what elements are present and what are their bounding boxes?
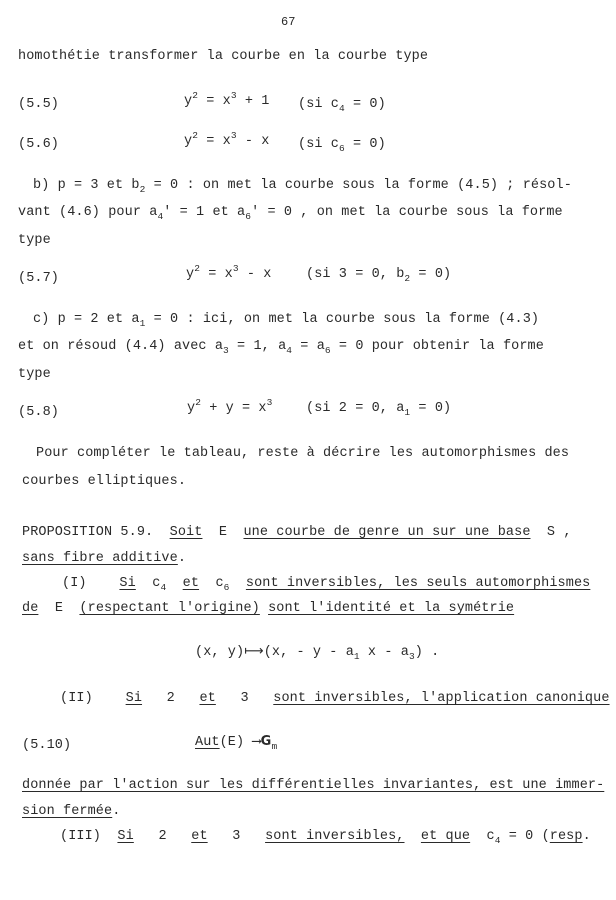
eq-5-7-body: $y^2 = x^3 - x$	[186, 263, 272, 282]
eq-5-10-body: Aut(E) $⟶G_m$	[195, 734, 278, 752]
proposition-item-2-cont-2: sion fermée.	[22, 804, 121, 819]
eq-5-8-condition: (si 2 = 0, $a_1 = 0$)	[306, 401, 452, 418]
proposition-line-1: PROPOSITION 5.9. Soit E une courbe de genre un sur une base S ,	[22, 525, 572, 540]
eq-5-6-condition: (si $c_6 = 0$)	[298, 137, 386, 154]
para-c-line-3: type	[18, 367, 51, 382]
proposition-item-2-cont-1: donnée par l'action sur les différentielles invariantes, est une immer-	[22, 778, 605, 793]
para-b-line-2: vant (4.6) pour $a_4' = 1$ et $a_6' = 0$ , on met la courbe sous la forme	[18, 205, 563, 222]
proposition-line-2: sans fibre additive.	[22, 551, 187, 566]
para-c-line-1: c) p = 2 et $a_1 = 0$ : ici, on met la courbe sous la forme (4.3)	[33, 312, 540, 329]
long-arrow: ⟶	[252, 735, 261, 750]
eq-5-6-body: $y^2 = x^3 - x$	[184, 130, 270, 149]
eq-5-5-condition: (si $c_4 = 0$)	[298, 97, 386, 114]
eq-5-7-number: (5.7)	[18, 271, 60, 286]
eq-5-6-number: (5.6)	[18, 137, 60, 152]
para-b-line-3: type	[18, 233, 51, 248]
proposition-item-3: (III) Si 2 et 3 sont inversibles, et que $c_4 = 0$ (resp.	[60, 829, 591, 846]
page-number: 67	[281, 15, 296, 29]
symmetry-formula: (x, y)⟼(x, - y - $a_1$ x - $a_3$) .	[195, 645, 440, 662]
eq-5-10-number: (5.10)	[22, 738, 72, 753]
maps-to-arrow: ⟼	[244, 645, 264, 660]
intro-line: homothétie transformer la courbe en la courbe type	[18, 49, 429, 64]
eq-5-5-body: $y^2 = x^3 + 1$	[184, 90, 270, 109]
multiplicative-group: G	[260, 734, 272, 749]
proposition-heading: PROPOSITION 5.9.	[22, 525, 154, 540]
para-b-line-1: b) p = 3 et $b_2 = 0$ : on met la courbe sous la forme (4.5) ; résol-	[33, 178, 572, 195]
eq-5-7-condition: (si 3 = 0, $b_2 = 0$)	[306, 267, 452, 284]
para-line-1: Pour compléter le tableau, reste à décrire les automorphismes des	[36, 446, 570, 461]
eq-5-8-number: (5.8)	[18, 405, 60, 420]
proposition-item-1: (I) Si $c_4$ et $c_6$ sont inversibles, les seuls automorphismes	[62, 576, 591, 593]
proposition-item-1-cont: de E (respectant l'origine) sont l'identité et la symétrie	[22, 601, 515, 616]
eq-5-5-number: (5.5)	[18, 97, 60, 112]
para-line-2: courbes elliptiques.	[22, 474, 187, 489]
proposition-item-2: (II) Si 2 et 3 sont inversibles, l'application canonique	[60, 691, 610, 706]
para-c-line-2: et on résoud (4.4) avec $a_3 = 1$, $a_4 = a_6 = 0$ pour obtenir la forme	[18, 339, 544, 356]
eq-5-8-body: $y^2 + y = x^3$	[187, 397, 273, 416]
